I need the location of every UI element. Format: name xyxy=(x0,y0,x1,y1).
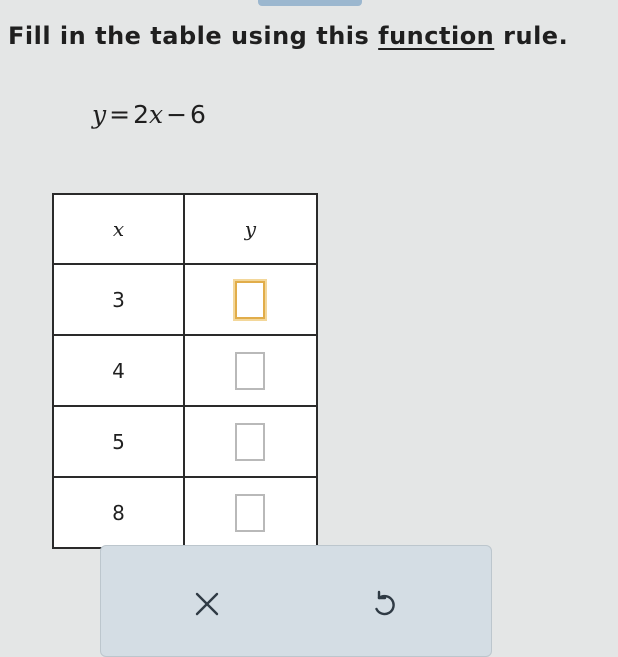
equation-coefficient: 2 xyxy=(133,100,149,129)
y-answer-input[interactable] xyxy=(235,423,265,461)
y-value-cell xyxy=(184,264,317,335)
x-value-cell: 4 xyxy=(53,335,184,406)
x-value-cell: 5 xyxy=(53,406,184,477)
x-value-cell: 3 xyxy=(53,264,184,335)
y-value-cell xyxy=(184,406,317,477)
table-row xyxy=(53,264,317,335)
clear-button[interactable] xyxy=(187,584,227,624)
y-column-header: y xyxy=(184,194,317,264)
function-rule-equation xyxy=(92,100,206,129)
equation-constant: 6 xyxy=(190,100,206,129)
function-link[interactable]: function xyxy=(378,22,495,50)
equation-lhs: y xyxy=(92,100,107,129)
table-row xyxy=(53,406,317,477)
function-table xyxy=(52,193,318,549)
table-header-row xyxy=(53,194,317,264)
question-instruction xyxy=(8,22,568,50)
equation-equals: = xyxy=(109,100,131,129)
equation-variable: x xyxy=(148,100,164,129)
answer-action-panel xyxy=(100,545,492,657)
y-answer-input[interactable] xyxy=(235,281,265,319)
close-icon xyxy=(194,591,220,617)
y-value-cell xyxy=(184,335,317,406)
equation-operator: − xyxy=(166,100,188,129)
y-value-cell xyxy=(184,477,317,548)
undo-icon xyxy=(370,589,396,619)
y-answer-input[interactable] xyxy=(235,352,265,390)
x-column-header: x xyxy=(53,194,184,264)
undo-button[interactable] xyxy=(363,584,403,624)
x-value-cell: 8 xyxy=(53,477,184,548)
y-answer-input[interactable] xyxy=(235,494,265,532)
instruction-suffix: rule. xyxy=(503,22,569,50)
top-tab-indicator xyxy=(258,0,362,6)
table-row xyxy=(53,477,317,548)
instruction-prefix: Fill in the table using this xyxy=(8,22,370,50)
table-row xyxy=(53,335,317,406)
